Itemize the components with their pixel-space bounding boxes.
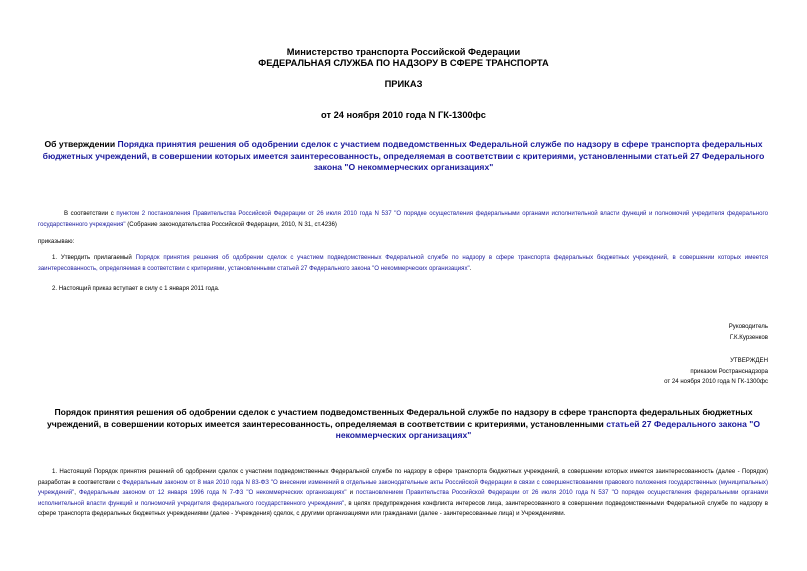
p1-text-1: 1. Настоящий Порядок принятия решений об одобрении сделок с участием подведомственных Федеральной службе по надзору в сфере транспорта бюджетных учреждений, в совершении которых имеется заинтересованность (далее - Порядок) разработан в соответствии с: [38, 468, 768, 486]
preamble-text-2: (Собрание законодательства Российской Федерации, 2010, N 31, ст.4236): [125, 220, 337, 228]
p1-text-4: , в целях предупреждения конфликта интересов лица, заинтересованного в совершении подведомственными Федеральной службе по надзору в сфере транспорта федеральных бюджетных учреждениями (далее - Учреждения) сделок, с другими организациями или гражданами (далее - заинтересованные лица) и Учреждениями.: [38, 499, 769, 518]
procedure-title-law-link[interactable]: статьей 27 Федерального закона "О некоммерческих организациях": [335, 418, 761, 441]
item1-procedure-link[interactable]: Порядок принятия решения об одобрении сделок с участием подведомственных Федеральной службе по надзору в сфере транспорта федеральных бюджетных учреждений, в совершении которых имеется заинтересованность, определяемая в соответствии с критериями, установленными статьей 27 Федерального закона "О некоммерческих организациях": [38, 254, 768, 272]
document-header: [0, 47, 807, 69]
item1-end: .: [469, 264, 472, 272]
title-procedure-link[interactable]: Порядка принятия решения об одобрении сделок с участием подведомственных Федеральной службе по надзору в сфере транспорта федеральных бюджетных учреждений, в совершении которых имеется заинтересованность, определяемая в соответствии с критериями, установленными статьей 27 Федерального закона "О некоммерческих организациях": [42, 139, 765, 173]
title-prefix: Об утверждении: [44, 139, 118, 149]
preamble-paragraph: [38, 209, 768, 230]
signature-name: Г.К.Курзенков: [729, 333, 768, 341]
approval-label: УТВЕРЖДЕН: [730, 357, 768, 364]
p1-law-83fz-link[interactable]: Федеральным законом от 8 мая 2010 года N 83-ФЗ "О внесении изменений в отдельные законодательные акты Российской Федерации в связи с совершенствованием правового положения государственных (муниципальных) учреждений": [38, 478, 768, 497]
p1-law-7fz-link[interactable]: Федеральным законом от 12 января 1996 года N 7-ФЗ "О некоммерческих организациях": [79, 489, 347, 497]
p1-resolution-537-link[interactable]: постановлением Правительства Российской Федерации от 26 июля 2010 года N 537 "О порядке осуществления федеральными органами исполнительной власти функций и полномочий учредителя федерального государственного учреждения": [38, 489, 769, 507]
item1-text: 1. Утвердить прилагаемый: [52, 254, 136, 261]
doc-date-number: от 24 ноября 2010 года N ГК-1300фс: [321, 110, 486, 120]
p1-text-3: и: [346, 489, 357, 497]
procedure-title: [30, 407, 777, 442]
preamble-resolution-link[interactable]: пунктом 2 постановления Правительства Российской Федерации от 26 июля 2010 года N 537 "О порядке осуществления федеральными органами исполнительной власти функций и полномочий учредителя федерального государственного учреждения": [38, 210, 768, 228]
preamble-text-1: В соответствии с: [64, 210, 117, 217]
order-item-2: 2. Настоящий приказ вступает в силу с 1 января 2011 года.: [52, 285, 220, 292]
approval-block: [500, 356, 768, 388]
order-item-1: [38, 253, 768, 274]
approval-line-1: приказом Ространснадзора: [690, 367, 768, 375]
document-title: [30, 139, 777, 174]
procedure-title-text: Порядок принятия решения об одобрении сделок с участием подведомственных Федеральной службе по надзору в сфере транспорта федеральных бюджетных учреждений, в совершении которых имеется заинтересованность, определяемая в соответствии с критериями, установленными: [46, 407, 753, 429]
procedure-paragraph-1: [38, 467, 768, 520]
doc-type: ПРИКАЗ: [384, 79, 423, 89]
order-word: приказываю:: [38, 238, 75, 245]
signature-block: [500, 322, 768, 343]
p1-text-2: ,: [74, 489, 80, 497]
signature-position: Руководитель: [728, 323, 768, 330]
approval-line-2: от 24 ноября 2010 года N ГК-1300фс: [664, 378, 768, 386]
service-name: ФЕДЕРАЛЬНАЯ СЛУЖБА ПО НАДЗОРУ В СФЕРЕ ТРАНСПОРТА: [258, 58, 549, 68]
ministry-name: Министерство транспорта Российской Федерации: [286, 47, 521, 57]
